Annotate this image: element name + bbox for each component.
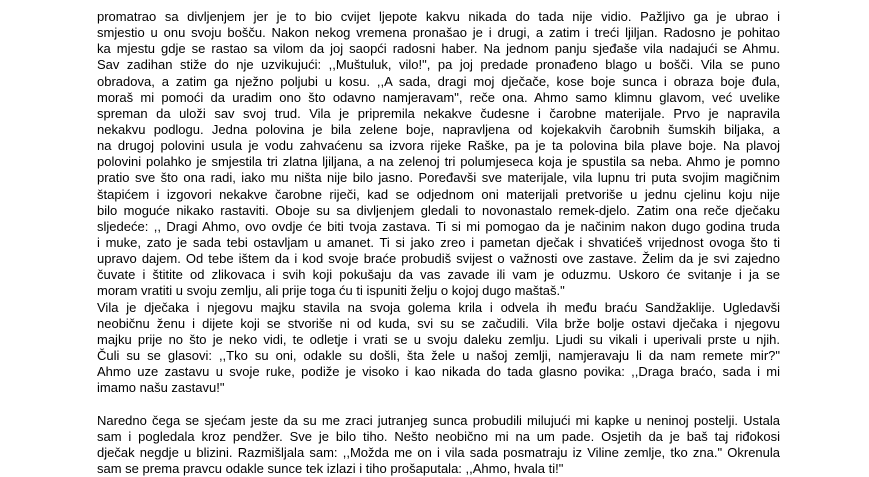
text-line: sam se prema pravcu odakle sunce tek izlazi i tiho prošaputala: ,,Ahmo, hvala ti!": [97, 460, 564, 476]
text-line: sam i pogledala kroz pendžer. Sve je bilo tiho. Nešto neobično mi na um pade. Osjetih da je baš taj riđokosi: [97, 428, 780, 444]
text-line: dječak negdje u blizini. Razmišljala sam: ,,Možda me on i vila sada posmatraju iz Viline zemlje, tko zna." Okrenula: [97, 444, 780, 460]
text-line: čuvate i štitite od zlikovaca i svih koji pokušaju da vas zavade ili vam je oduzmu. Uskoro će svitanje i ja se: [97, 267, 780, 283]
text-line: bilo moguće nikako rastaviti. Oboje su sa divljenjem gledali to novonastalo remek-djelo. Zatim ona reče dječaku: [97, 202, 780, 218]
text-line: moraš mi pomoći da uradim ono što odavno namjeravam", reče ona. Ahmo samo klimnu glavom, već uvelike: [97, 89, 780, 105]
text-line: polovini polahko je smjestila tri zlatna ljiljana, a na zelenoj tri polumjeseca koja je spustila sa neba. Ahmo je pomno: [97, 154, 780, 170]
text-line: i muke, zato je sada tebi ostavljam u amanet. Ti si jako zreo i pametan dječak i shvatićeš vrijednost ovoga što ti: [97, 234, 780, 250]
text-line: smjestio u onu svoju bošču. Nakon nekog vremena pronašao je i drugi, a zatim i treći ljiljan. Radosno je pohitao: [97, 25, 780, 41]
text-line: Ahmo uze zastavu u svoje ruke, podiže je visoko i kao nikada do tada glasno povika: ,,Draga braćo, sada i mi: [97, 364, 780, 380]
text-line: neobičnu ženu i dijete koji se stvoriše ni od kuda, svi su se začudili. Vila brže bolje ostavi dječaka i njegovu: [97, 315, 780, 331]
text-line: sljedeće: ,, Dragi Ahmo, ovo ovdje će biti tvoja zastava. Ti si mi pomogao da je načinim nakon dugo godina truda: [97, 218, 780, 234]
text-line: štapićem i izgovori nekakve čarobne riječi, kad se odjednom oni materijali pretvoriše u jednu cjelinu koju nije: [97, 186, 780, 202]
text-line: Čuli su se glasovi: ,,Tko su oni, odakle su došli, šta žele u našoj zemlji, namjeravaju li da nam remete mir?": [97, 347, 780, 363]
text-line: promatrao sa divljenjem jer je to bio cvijet ljepote kakvu nikada do tada nije vidio. Pažljivo ga je ubrao i: [97, 9, 780, 24]
text-line: majku prije no što je neko vidi, te odletje i vrati se u svoju daleku zemlju. Ljudi su vikali i uperivali prste u njih.: [97, 331, 780, 347]
text-line: upravo dajem. Od tebe ištem da i kod svoje braće probudiš svijest o važnosti ove zastave. Želim da je svi zajedno: [97, 251, 780, 267]
text-line: Vila je dječaka i njegovu majku stavila na svoja golema krila i odvela ih među braću Sandžaklije. Ugledavši: [97, 299, 780, 315]
paragraph-gap: [97, 396, 780, 412]
text-line: moram vratiti u svoju zemlju, ali prije toga ću ti ispuniti želju o kojoj dugo maštaš.": [97, 283, 565, 299]
text-line: nekakvu podlogu. Jedna polovina je bila zelene boje, napravljena od kojekakvih čarobnih šumskih biljaka, a: [97, 121, 780, 137]
document-page: [97, 9, 780, 477]
text-line: ka mjestu gdje se rastao sa vilom da joj saopći radosni haber. Na jednom panju sjeđaše vila nadajući se Ahmu.: [97, 41, 780, 57]
text-line: pratio sve što ona radi, iako mu ništa nije bilo jasno. Poređavši sve materijale, vila lupnu tri puta svojim magičnim: [97, 170, 780, 186]
text-line: spreman da uloži sav svoj trud. Vila je pripremila nekakve čudesne i čarobne materijale. Prvo je napravila: [97, 105, 780, 121]
text-line: Sav zadihan stiže do nje uzvikujući: ,,Muštuluk, vilo!", pa joj predade pronađeno blago u bošči. Vila se puno: [97, 57, 780, 73]
paragraph-awakening: [97, 413, 780, 477]
paragraph-story-middle: [97, 9, 780, 300]
paragraph-vila-departure: [97, 300, 780, 397]
text-line: na drugoj polovini usula je vodu zahvaćenu sa izvora rijeke Raške, pa je ta polovina bila plave boje. Na plavoj: [97, 138, 780, 154]
text-line: obradova, a zatim ga nježno poljubi u kosu. ,,A sada, dragi moj dječače, kose boje sunca i obraza boje đula,: [97, 73, 780, 89]
text-line: Naredno čega se sjećam jeste da su me zraci jutranjeg sunca probudili milujući mi kapke u neninoj postelji. Ustala: [97, 412, 780, 428]
text-line: imamo našu zastavu!": [97, 380, 225, 396]
